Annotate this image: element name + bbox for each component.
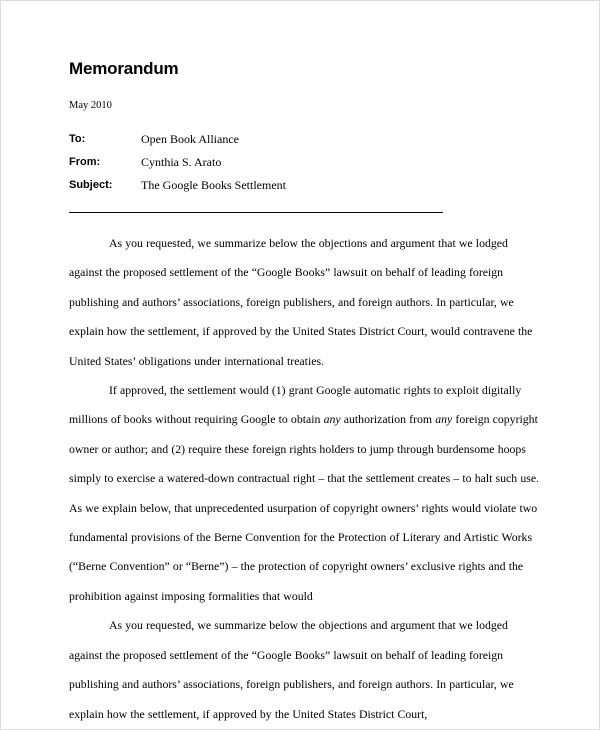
memo-header-table <box>69 132 286 201</box>
memo-field-to <box>69 132 286 155</box>
document-content <box>1 1 599 729</box>
memo-value-to: Open Book Alliance <box>141 132 239 146</box>
memo-label-to: To: <box>69 133 86 145</box>
paragraph-3 <box>69 611 539 729</box>
memo-field-from <box>69 155 286 178</box>
document-body <box>69 213 539 729</box>
body-text: foreign copyright owner or author; and (2) require these foreign rights holders to jump through burdensome hoops simply to exercise a watered-down contractual right – that the settlement creates – to halt such use. As we explain below, that unprecedented usurpation of copyright owners’ rights would violate two fundamental provisions of the Berne Convention for the Protection of Literary and Artistic Works (“Berne Convention” or “Berne”) – the protection of copyright owners’ exclusive rights and the prohibition against imposing formalities that would <box>69 412 540 603</box>
body-text: If approved, the settlement would (1) grant Google automatic rights to exploit digitally millions of books without requiring Google to obtain <box>69 383 522 427</box>
body-text: As you requested, we summarize below the objections and argument that we lodged against the proposed settlement of the “Google Books” lawsuit on behalf of leading foreign publishing and authors’ associations, foreign publishers, and foreign authors. In particular, we explain how the settlement, if approved by the United States District Court, would contravene the United States’ obligations under international treaties. <box>69 236 533 368</box>
memo-label-from: From: <box>69 156 101 168</box>
paragraph-1 <box>69 229 539 376</box>
page-title: Memorandum <box>69 59 179 78</box>
memo-value-from: Cynthia S. Arato <box>141 155 222 169</box>
body-text: As you requested, we summarize below the objections and argument that we lodged against the proposed settlement of the “Google Books” lawsuit on behalf of leading foreign publishing and authors’ associations, foreign publishers, and foreign authors. In particular, we explain how the settlement, if approved by the United States District Court, <box>69 618 514 721</box>
memo-label-subject: Subject: <box>69 179 113 191</box>
memo-value-subject: The Google Books Settlement <box>141 178 286 192</box>
document-date: May 2010 <box>69 100 112 111</box>
paragraph-2 <box>69 376 539 611</box>
emphasis-text: any <box>435 412 453 427</box>
emphasis-text: any <box>323 412 341 427</box>
body-text: authorization from <box>340 412 436 427</box>
memo-field-subject <box>69 178 286 201</box>
memo-header-body <box>69 132 286 201</box>
